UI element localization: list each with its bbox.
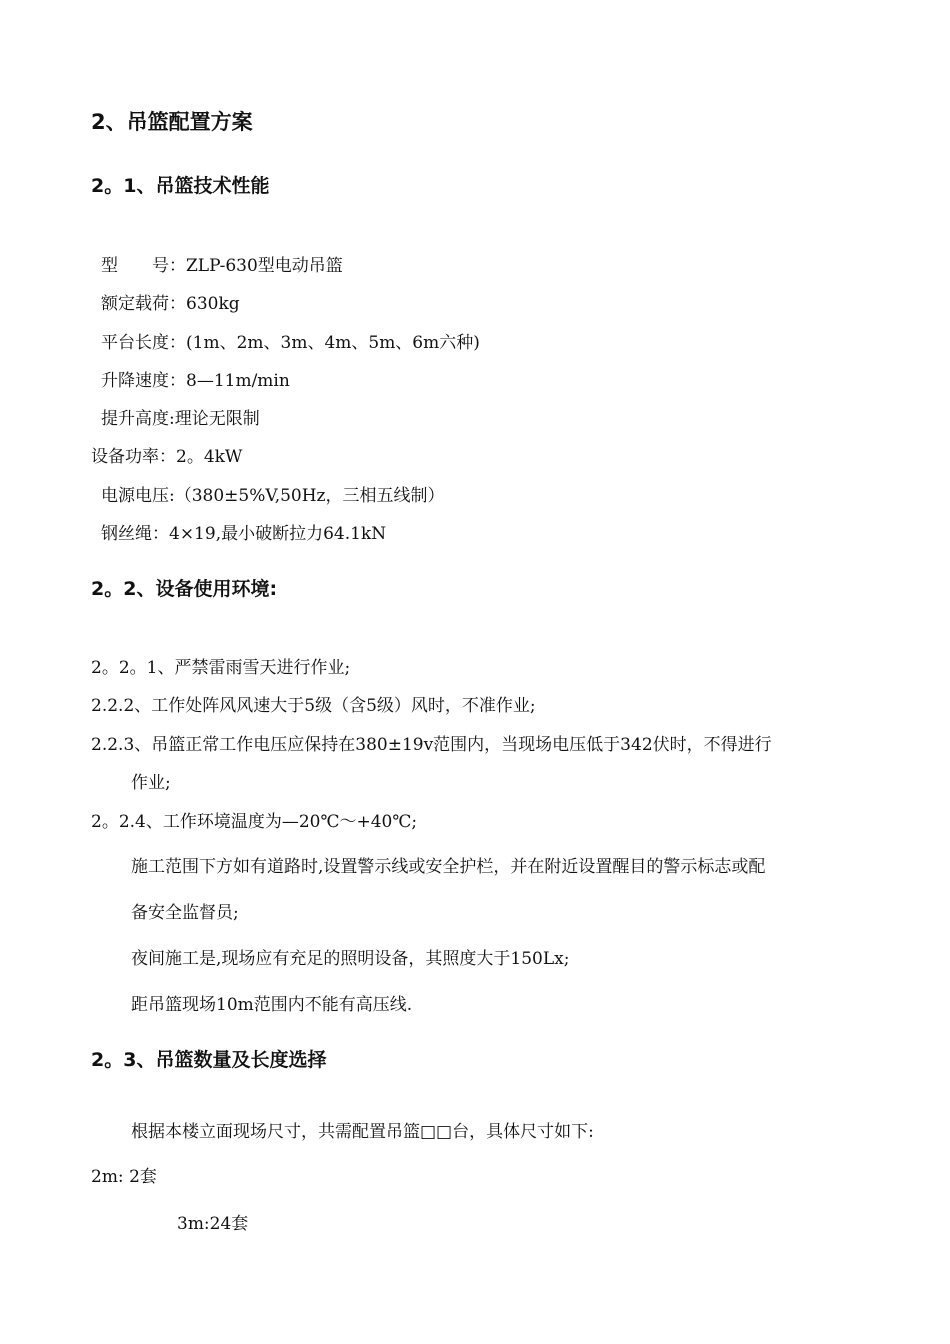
- heading-2-1: 2。1、吊篮技术性能: [91, 175, 270, 197]
- heading-2-3: 2。3、吊篮数量及长度选择: [91, 1049, 327, 1071]
- size-3m: 3m:24套: [177, 1214, 249, 1234]
- env-note-1-cont: 备安全监督员;: [131, 903, 239, 923]
- env-item-3: 2.2.3、吊篮正常工作电压应保持在380±19v范围内，当现场电压低于342伏时，不得进行: [91, 735, 772, 755]
- spec-platform-length: 平台长度：(1m、2m、3m、4m、5m、6m六种): [101, 333, 480, 353]
- quantity-intro: 根据本楼立面现场尺寸，共需配置吊篮□□台，具体尺寸如下:: [131, 1122, 594, 1142]
- spec-rated-load: 额定载荷：630kg: [101, 294, 240, 314]
- spec-lift-speed: 升降速度：8—11m/min: [101, 371, 290, 391]
- env-item-4: 2。2.4、工作环境温度为—20℃～+40℃;: [91, 812, 418, 832]
- env-note-3: 距吊篮现场10m范围内不能有高压线.: [131, 995, 413, 1015]
- heading-2-2: 2。2、设备使用环境:: [91, 578, 278, 600]
- size-2m: 2m: 2套: [91, 1167, 157, 1187]
- spec-wire-rope: 钢丝绳：4×19,最小破断拉力64.1kN: [101, 524, 387, 544]
- spec-voltage: 电源电压:（380±5%V,50Hz，三相五线制）: [101, 486, 445, 506]
- env-item-3-cont: 作业;: [131, 773, 171, 793]
- spec-model: 型 号：ZLP-630型电动吊篮: [101, 256, 343, 276]
- spec-power: 设备功率：2。4kW: [91, 447, 243, 467]
- env-item-1: 2。2。1、严禁雷雨雪天进行作业;: [91, 658, 351, 678]
- spec-lift-height: 提升高度:理论无限制: [101, 409, 260, 429]
- env-note-1: 施工范围下方如有道路时,设置警示线或安全护栏，并在附近设置醒目的警示标志或配: [131, 857, 766, 877]
- env-note-2: 夜间施工是,现场应有充足的照明设备，其照度大于150Lx;: [131, 949, 570, 969]
- section-title: 2、吊篮配置方案: [91, 110, 253, 134]
- env-item-2: 2.2.2、工作处阵风风速大于5级（含5级）风时，不准作业;: [91, 696, 536, 716]
